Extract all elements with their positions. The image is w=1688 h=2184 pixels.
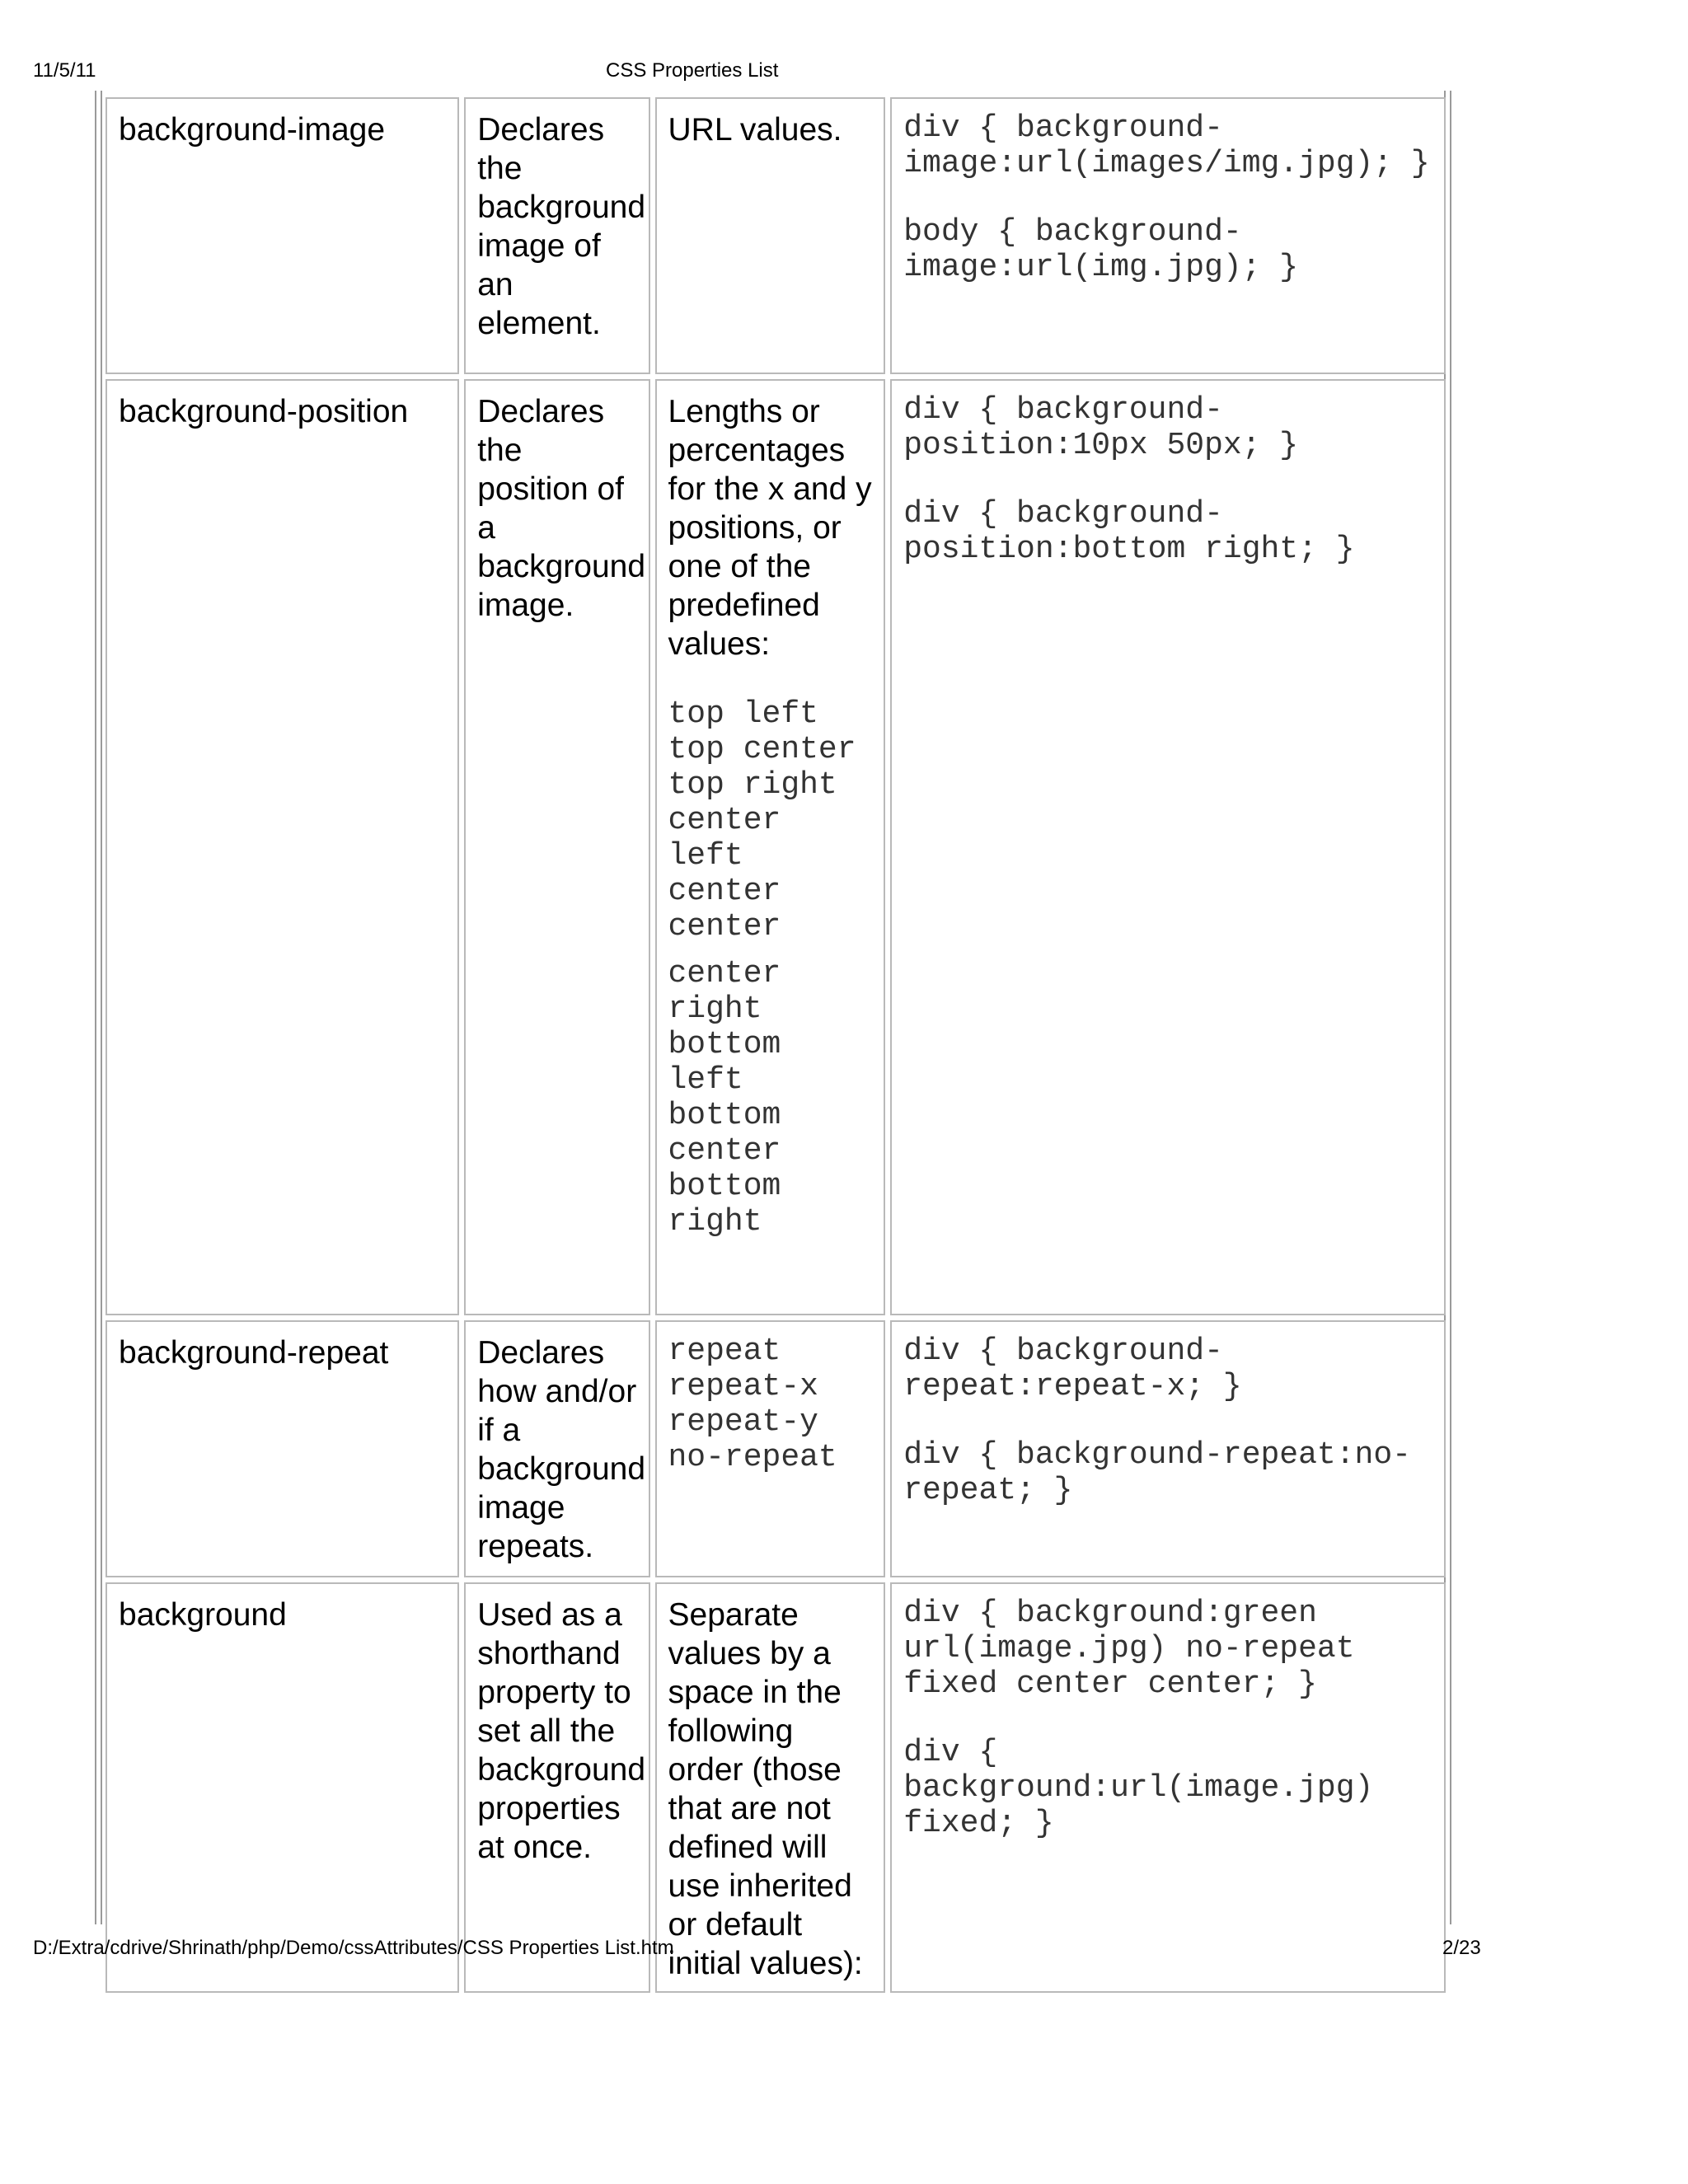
code-example: div { background:green url(image.jpg) no-repeat fixed center center; } xyxy=(903,1596,1355,1702)
property-description: Declares the background image of an element. xyxy=(464,97,649,374)
property-examples xyxy=(890,1582,1446,1993)
code-example: div { background-repeat:repeat-x; } xyxy=(903,1333,1242,1404)
table-outer-border-left xyxy=(95,91,96,1924)
file-path: D:/Extra/cdrive/Shrinath/php/Demo/cssAttributes/CSS Properties List.htm xyxy=(33,1937,674,1959)
property-examples xyxy=(890,1320,1446,1577)
property-name: background xyxy=(106,1582,459,1993)
property-name: background-repeat xyxy=(106,1320,459,1577)
properties-table xyxy=(101,92,1451,1998)
page-number: 2/23 xyxy=(1442,1937,1481,1959)
document-title: CSS Properties List xyxy=(606,59,779,82)
code-example: div { background-position:bottom right; } xyxy=(903,496,1355,567)
code-example: div { background-repeat:no-repeat; } xyxy=(903,1437,1411,1508)
code-example: div { background-image:url(images/img.jpg); } xyxy=(903,110,1430,181)
property-values: Separate values by a space in the following order (those that are not defined will use inherited or default initial values): xyxy=(655,1582,886,1993)
table-row xyxy=(106,1320,1446,1577)
table-row xyxy=(106,97,1446,374)
property-description: Used as a shorthand property to set all the background properties at once. xyxy=(464,1582,649,1993)
table-row xyxy=(106,379,1446,1315)
property-name: background-position xyxy=(106,379,459,1315)
property-examples xyxy=(890,379,1446,1315)
table-row xyxy=(106,1582,1446,1993)
values-intro: Lengths or percentages for the x and y positions, or one of the predefined values: xyxy=(668,394,872,662)
property-name: background-image xyxy=(106,97,459,374)
print-date: 11/5/11 xyxy=(33,59,96,82)
property-examples xyxy=(890,97,1446,374)
property-values: URL values. xyxy=(655,97,886,374)
property-description: Declares how and/or if a background image repeats. xyxy=(464,1320,649,1577)
property-description: Declares the position of a background image. xyxy=(464,379,649,1315)
code-example: div { background-position:10px 50px; } xyxy=(903,392,1299,463)
code-example: body { background-image:url(img.jpg); } xyxy=(903,214,1299,285)
value-list: center right bottom left bottom center bottom right xyxy=(668,956,781,1240)
value-list: repeat repeat-x repeat-y no-repeat xyxy=(668,1333,837,1475)
value-list: top left top center top right center left center center xyxy=(668,696,856,944)
property-values xyxy=(655,379,886,1315)
code-example: div { background:url(image.jpg) fixed; } xyxy=(903,1735,1374,1841)
property-values xyxy=(655,1320,886,1577)
